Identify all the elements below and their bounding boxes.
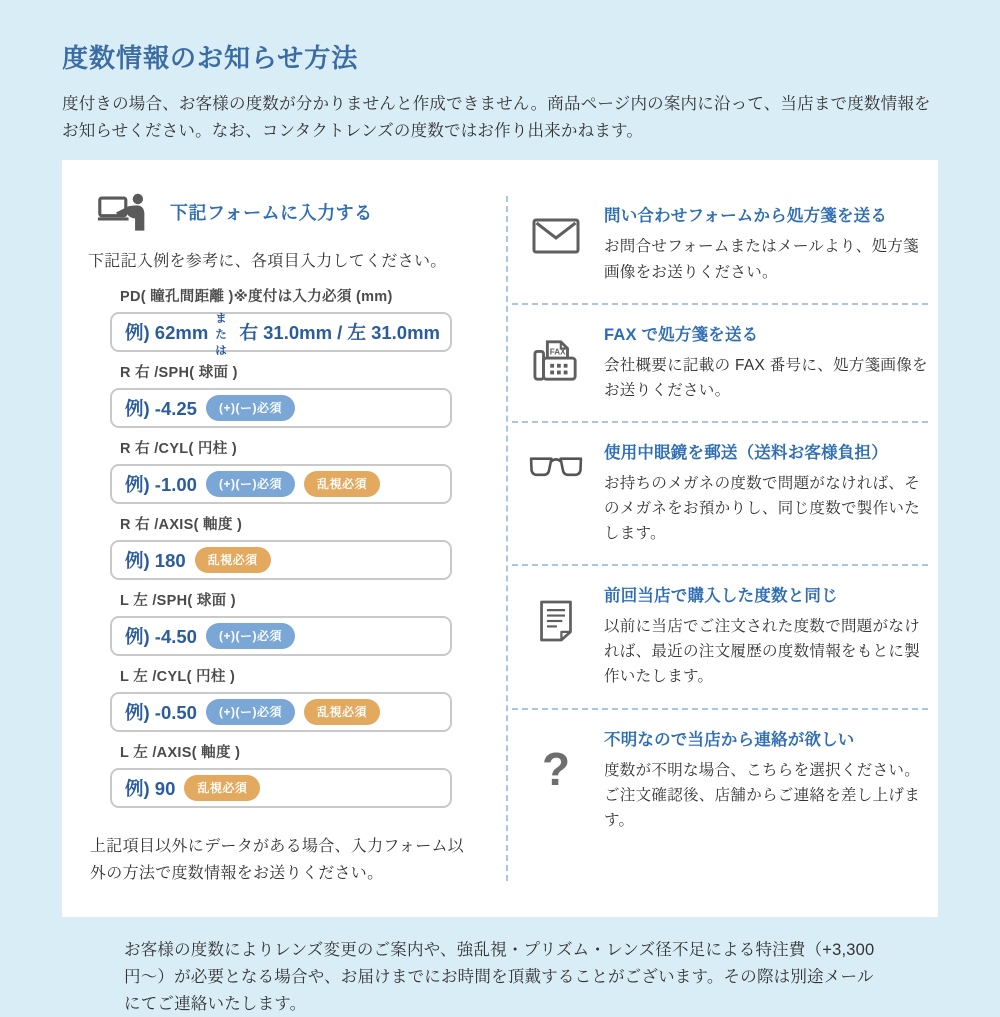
field-label: L 左 /AXIS( 軸度 )	[120, 745, 241, 762]
form-field	[110, 437, 506, 504]
astigmatism-badge: 乱視必須	[304, 471, 380, 497]
field-label: L 左 /SPH( 球面 )	[120, 593, 236, 610]
form-field	[110, 361, 506, 428]
intro-text: 度付きの場合、お客様の度数が分かりませんと作成できません。商品ページ内の案内に沿って、当店まで度数情報をお知らせください。なお、コンタクトレンズの度数ではお作り出来かねます。	[62, 95, 931, 140]
field-example-box	[110, 768, 452, 808]
field-label: R 右 /SPH( 球面 )	[120, 365, 238, 382]
form-instruction: 下記記入例を参考に、各項目入力してください。	[88, 253, 447, 271]
footer-note: お客様の度数によりレンズ変更のご案内や、強乱視・プリズム・レンズ径不足による特注費（+3,300 円〜）が必要となる場合や、お届けまでにお時間を頂戴することがございます。その際は別途メールにてご連絡いたします。	[124, 941, 875, 1013]
form-field	[110, 513, 506, 580]
astigmatism-badge: 乱視必須	[184, 775, 260, 801]
form-field	[110, 285, 506, 358]
methods-section	[508, 186, 934, 887]
form-fields	[110, 285, 506, 808]
form-field	[110, 665, 506, 732]
method-title: 使用中眼鏡を郵送（送料お客様負担）	[604, 443, 888, 462]
example-value: 例) -4.25	[125, 398, 197, 420]
form-note: 上記項目以外にデータがある場合、入力フォーム以外の方法で度数情報をお送りください。	[90, 838, 465, 882]
method-content	[604, 202, 934, 284]
method-item	[508, 712, 934, 849]
form-section	[88, 186, 506, 887]
person-at-computer-icon	[96, 192, 150, 232]
form-section-heading: 下記フォームに入力する	[170, 203, 373, 224]
field-example-box	[110, 312, 452, 358]
glasses-icon	[508, 439, 604, 546]
field-label: PD( 瞳孔間距離 )※度付は入力必須 (mm)	[120, 289, 393, 306]
field-example-box	[110, 616, 452, 656]
field-label: R 右 /AXIS( 軸度 )	[120, 517, 243, 534]
example-value: 例) -1.00	[125, 474, 197, 496]
field-label: R 右 /CYL( 円柱 )	[120, 441, 237, 458]
method-body: 以前に当店でご注文された度数で問題がなければ、最近の注文履歴の度数情報をもとに製作いたします。	[604, 618, 921, 686]
method-divider	[512, 421, 928, 423]
method-item	[508, 425, 934, 562]
method-divider	[512, 303, 928, 305]
astigmatism-badge: 乱視必須	[195, 547, 271, 573]
plus-minus-badge: (+)(ー)必須	[206, 395, 295, 421]
method-title: 問い合わせフォームから処方箋を送る	[604, 207, 888, 226]
method-title: 前回当店で購入した度数と同じ	[604, 587, 838, 606]
method-body: お問合せフォームまたはメールより、処方箋画像をお送りください。	[604, 238, 919, 281]
form-field	[110, 589, 506, 656]
plus-minus-badge: (+)(ー)必須	[206, 623, 295, 649]
field-example-box	[110, 540, 452, 580]
example-value: 例) -0.50	[125, 702, 197, 724]
page-title: 度数情報のお知らせ方法	[62, 43, 359, 73]
example-connector: または	[215, 313, 227, 358]
method-body: 度数が不明な場合、こちらを選択ください。ご注文確認後、店舗からご連絡を差し上げます。	[604, 761, 921, 829]
field-example-box	[110, 464, 452, 504]
plus-minus-badge: (+)(ー)必須	[206, 471, 295, 497]
method-title: FAX で処方箋を送る	[604, 325, 759, 344]
example-value: 例) 180	[125, 550, 186, 572]
question-icon: ?	[541, 742, 571, 795]
example-value: 例) 62mm	[125, 322, 209, 344]
field-example-box	[110, 388, 452, 428]
method-content	[604, 726, 934, 833]
document-icon	[508, 582, 604, 689]
method-title: 不明なので当店から連絡が欲しい	[604, 730, 855, 749]
plus-minus-badge: (+)(ー)必須	[206, 699, 295, 725]
field-label: L 左 /CYL( 円柱 )	[120, 669, 236, 686]
method-divider	[512, 564, 928, 566]
fax-icon	[508, 321, 604, 403]
method-content	[604, 439, 934, 546]
method-item	[508, 307, 934, 419]
field-example-box	[110, 692, 452, 732]
envelope-icon	[508, 202, 604, 284]
svg-text:FAX: FAX	[549, 347, 566, 357]
form-field	[110, 741, 506, 808]
example-value: 例) 90	[125, 778, 176, 800]
method-divider	[512, 708, 928, 710]
method-body: お持ちのメガネの度数で問題がなければ、そのメガネをお預かりし、同じ度数で製作いたします。	[604, 474, 921, 543]
form-section-header	[96, 192, 506, 232]
example-value: 例) -4.50	[125, 626, 197, 648]
method-body: 会社概要に記載の FAX 番号に、処方箋画像をお送りください。	[604, 356, 928, 399]
info-panel	[62, 160, 938, 917]
example-value: 右 31.0mm / 左 31.0mm	[239, 322, 440, 344]
method-item	[508, 188, 934, 300]
method-content	[604, 321, 934, 403]
method-item	[508, 568, 934, 705]
astigmatism-badge: 乱視必須	[304, 699, 380, 725]
method-content	[604, 582, 934, 689]
